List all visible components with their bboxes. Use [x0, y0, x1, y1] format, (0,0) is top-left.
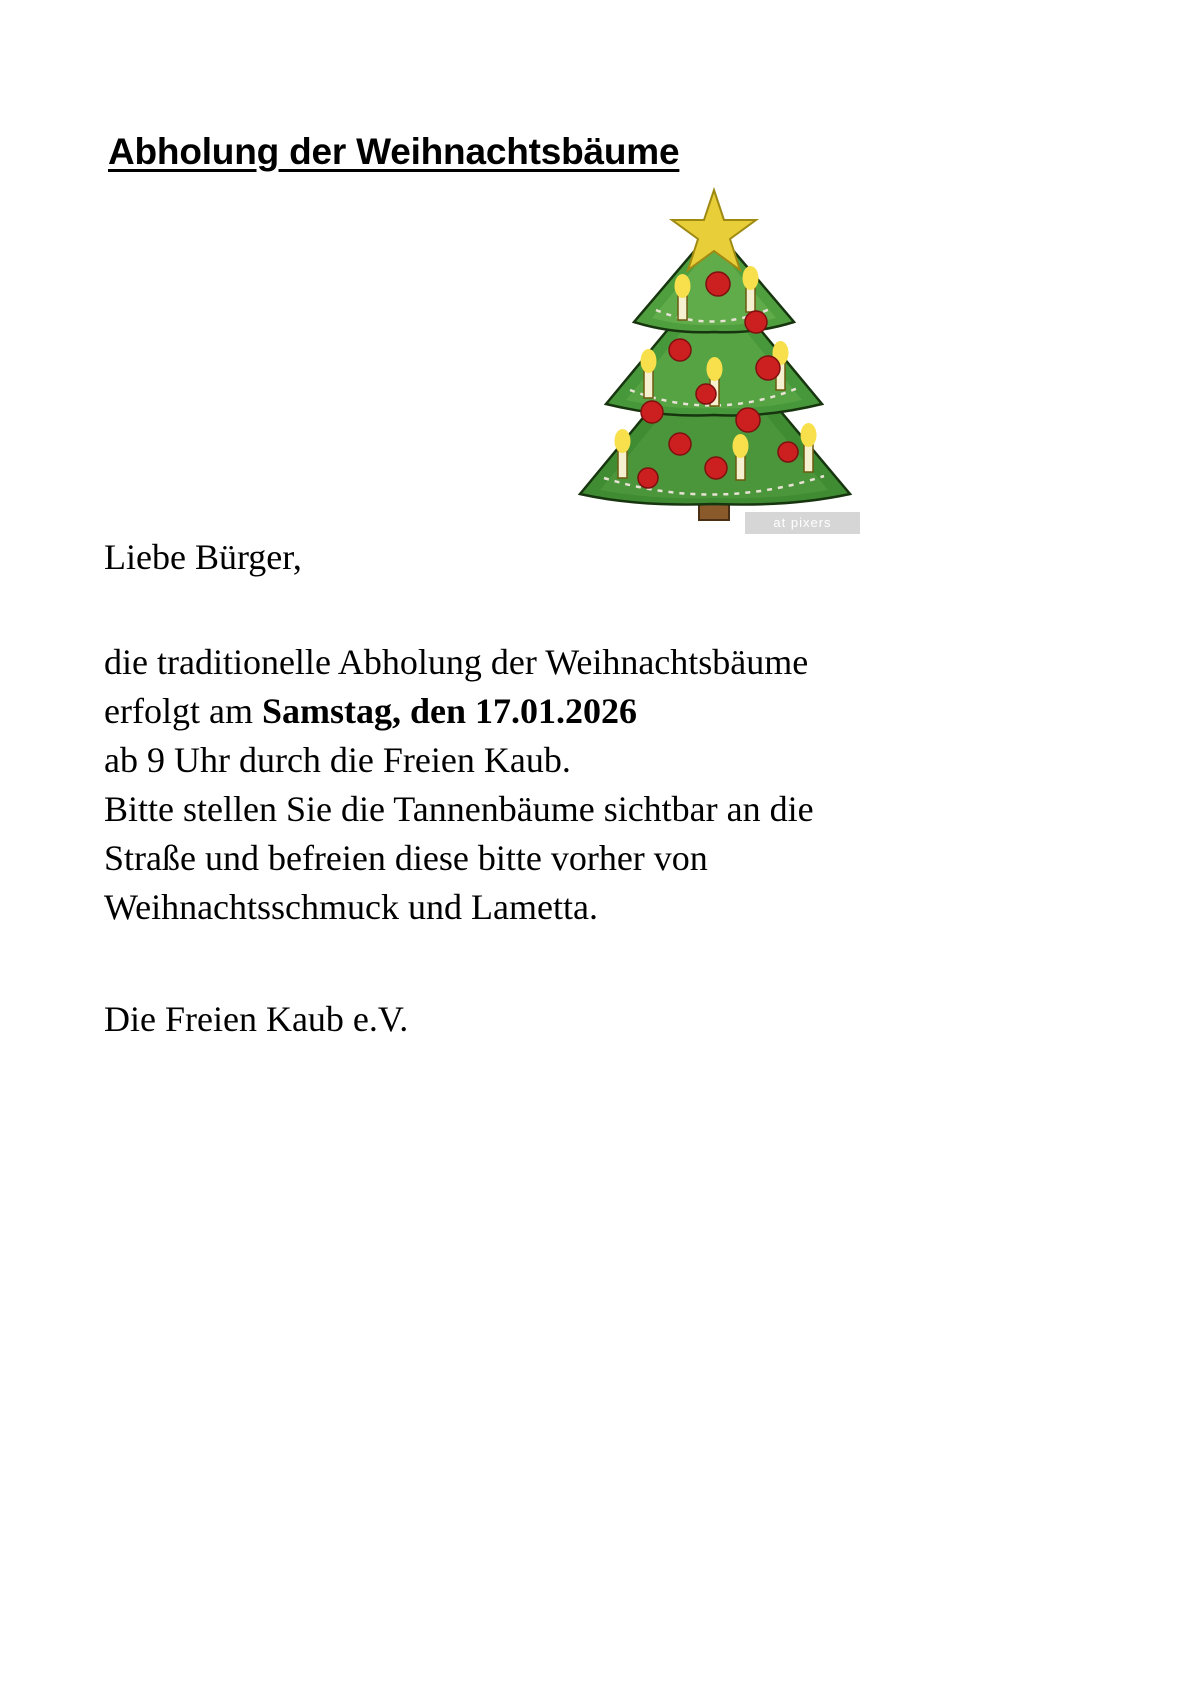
page-title: Abholung der Weihnachtsbäume: [108, 130, 680, 172]
body-line-6: Weihnachtsschmuck und Lametta.: [104, 887, 598, 927]
salutation: Liebe Bürger,: [104, 537, 302, 577]
body-line-3: ab 9 Uhr durch die Freien Kaub.: [104, 740, 571, 780]
body-line-5: Straße und befreien diese bitte vorher von: [104, 838, 708, 878]
body-line-1: die traditionelle Abholung der Weihnachtsbäume: [104, 642, 809, 682]
body-line-4: Bitte stellen Sie die Tannenbäume sichtbar an die: [104, 789, 814, 829]
christmas-tree-illustration: [560, 182, 870, 542]
image-watermark: at pixers: [745, 512, 860, 534]
body-text: [104, 638, 1044, 932]
signature: Die Freien Kaub e.V.: [104, 999, 409, 1039]
body-line-2: [104, 687, 1044, 736]
event-date: Samstag, den 17.01.2026: [261, 691, 637, 731]
body-line-2-prefix: erfolgt am: [104, 691, 262, 731]
